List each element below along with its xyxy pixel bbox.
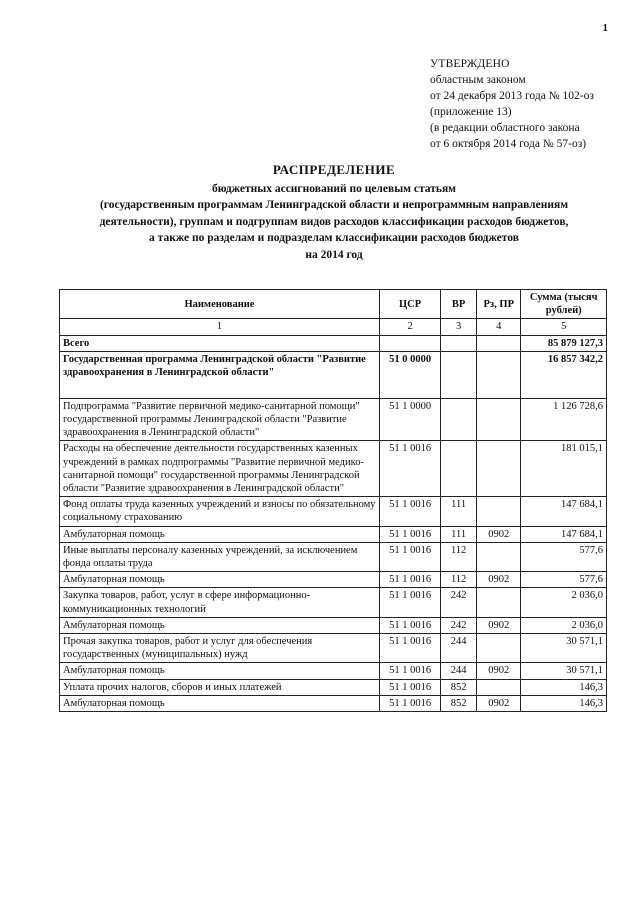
cell-sum: 85 879 127,3	[521, 335, 607, 351]
column-numbers-row	[60, 319, 607, 335]
table-row	[60, 588, 607, 617]
title-line: бюджетных ассигнований по целевым статьям	[211, 182, 457, 195]
approval-line: областным законом	[430, 74, 526, 86]
column-number: 3	[441, 319, 477, 335]
cell-rz: 0902	[477, 663, 521, 679]
cell-vr: 852	[441, 695, 477, 711]
header-csr: ЦСР	[379, 290, 440, 319]
cell-sum: 147 684,1	[521, 526, 607, 542]
approval-line: УТВЕРЖДЕНО	[430, 58, 510, 70]
cell-rz	[477, 351, 521, 398]
cell-sum: 146,3	[521, 695, 607, 711]
cell-name: Амбулаторная помощь	[60, 572, 380, 588]
cell-vr	[441, 441, 477, 497]
cell-vr	[441, 351, 477, 398]
cell-name: Закупка товаров, работ, услуг в сфере информационно-коммуникационных технологий	[60, 588, 380, 617]
cell-csr	[379, 335, 440, 351]
table-row	[60, 398, 607, 441]
cell-rz: 0902	[477, 695, 521, 711]
cell-rz	[477, 441, 521, 497]
table-row	[60, 542, 607, 571]
cell-vr	[441, 398, 477, 441]
cell-vr	[441, 335, 477, 351]
cell-name: Фонд оплаты труда казенных учреждений и взносы по обязательному социальному страхованию	[60, 497, 380, 526]
cell-rz	[477, 679, 521, 695]
cell-sum: 577,6	[521, 542, 607, 571]
column-number: 2	[379, 319, 440, 335]
table-row	[60, 441, 607, 497]
title-line: на 2014 год	[305, 248, 363, 261]
table-row	[60, 572, 607, 588]
cell-name: Иные выплаты персоналу казенных учреждений, за исключением фонда оплаты труда	[60, 542, 380, 571]
table-row	[60, 634, 607, 663]
cell-csr: 51 0 0000	[379, 351, 440, 398]
approval-line: (приложение 13)	[430, 106, 512, 118]
cell-rz	[477, 588, 521, 617]
header-sum: Сумма (тысяч рублей)	[521, 290, 607, 319]
cell-vr: 111	[441, 497, 477, 526]
cell-vr: 112	[441, 542, 477, 571]
cell-csr: 51 1 0016	[379, 441, 440, 497]
title-line: деятельности), группам и подгруппам видов расходов классификации расходов бюджетов,	[99, 215, 569, 228]
cell-sum: 1 126 728,6	[521, 398, 607, 441]
cell-csr: 51 1 0016	[379, 572, 440, 588]
table-row	[60, 497, 607, 526]
cell-name: Расходы на обеспечение деятельности государственных казенных учреждений в рамках подпрограммы "Развитие первичной медико-санитарной помощи" государственной программы Ленинградской области "Развитие здравоохранения в Ленинградской области"	[60, 441, 380, 497]
cell-name: Государственная программа Ленинградской области "Развитие здравоохранения в Ленинградской области"	[60, 351, 380, 398]
cell-csr: 51 1 0016	[379, 663, 440, 679]
table-row-program	[60, 351, 607, 398]
table-row	[60, 526, 607, 542]
cell-sum: 30 571,1	[521, 634, 607, 663]
table-header-row	[60, 290, 607, 319]
approval-line: (в редакции областного закона	[430, 122, 580, 134]
column-number: 4	[477, 319, 521, 335]
cell-sum: 147 684,1	[521, 497, 607, 526]
cell-csr: 51 1 0016	[379, 526, 440, 542]
cell-name: Амбулаторная помощь	[60, 617, 380, 633]
cell-rz: 0902	[477, 617, 521, 633]
cell-vr: 244	[441, 663, 477, 679]
approval-line: от 6 октября 2014 года № 57-оз)	[430, 138, 587, 150]
cell-csr: 51 1 0016	[379, 542, 440, 571]
cell-name: Амбулаторная помощь	[60, 663, 380, 679]
approval-line: от 24 декабря 2013 года № 102-оз	[430, 90, 594, 102]
cell-csr: 51 1 0016	[379, 588, 440, 617]
page-number: 1	[602, 22, 608, 34]
cell-rz	[477, 398, 521, 441]
cell-vr: 242	[441, 588, 477, 617]
cell-rz	[477, 335, 521, 351]
cell-vr: 244	[441, 634, 477, 663]
cell-vr: 112	[441, 572, 477, 588]
cell-rz	[477, 497, 521, 526]
title-main: РАСПРЕДЕЛЕНИЕ	[272, 162, 396, 177]
cell-csr: 51 1 0016	[379, 497, 440, 526]
table-row	[60, 663, 607, 679]
cell-sum: 2 036,0	[521, 588, 607, 617]
cell-csr: 51 1 0016	[379, 679, 440, 695]
cell-sum: 181 015,1	[521, 441, 607, 497]
cell-sum: 577,6	[521, 572, 607, 588]
budget-table	[59, 289, 607, 712]
cell-sum: 16 857 342,2	[521, 351, 607, 398]
cell-sum: 146,3	[521, 679, 607, 695]
column-number: 5	[521, 319, 607, 335]
title-line: (государственным программам Ленинградской области и непрограммным направлениям	[99, 199, 569, 211]
cell-name: Подпрограмма "Развитие первичной медико-санитарной помощи" государственной программы Ленинградской области "Развитие здравоохранения в Ленинградской области"	[60, 398, 380, 441]
cell-csr: 51 1 0016	[379, 634, 440, 663]
header-rz: Рз, ПР	[477, 290, 521, 319]
cell-csr: 51 1 0000	[379, 398, 440, 441]
cell-name: Всего	[60, 335, 380, 351]
header-vr: ВР	[441, 290, 477, 319]
cell-vr: 242	[441, 617, 477, 633]
column-number: 1	[60, 319, 380, 335]
table-row-total	[60, 335, 607, 351]
table-row	[60, 695, 607, 711]
cell-rz: 0902	[477, 572, 521, 588]
header-name: Наименование	[60, 290, 380, 319]
approval-stamp	[430, 56, 594, 152]
cell-rz	[477, 634, 521, 663]
cell-rz	[477, 542, 521, 571]
cell-name: Амбулаторная помощь	[60, 695, 380, 711]
cell-csr: 51 1 0016	[379, 695, 440, 711]
title-line: а также по разделам и подразделам классификации расходов бюджетов	[149, 232, 519, 244]
cell-name: Прочая закупка товаров, работ и услуг для обеспечения государственных (муниципальных) нужд	[60, 634, 380, 663]
cell-rz: 0902	[477, 526, 521, 542]
cell-name: Амбулаторная помощь	[60, 526, 380, 542]
cell-name: Уплата прочих налогов, сборов и иных платежей	[60, 679, 380, 695]
cell-vr: 111	[441, 526, 477, 542]
cell-csr: 51 1 0016	[379, 617, 440, 633]
cell-vr: 852	[441, 679, 477, 695]
table-row	[60, 617, 607, 633]
table-row	[60, 679, 607, 695]
cell-sum: 2 036,0	[521, 617, 607, 633]
document-title	[40, 162, 628, 263]
cell-sum: 30 571,1	[521, 663, 607, 679]
